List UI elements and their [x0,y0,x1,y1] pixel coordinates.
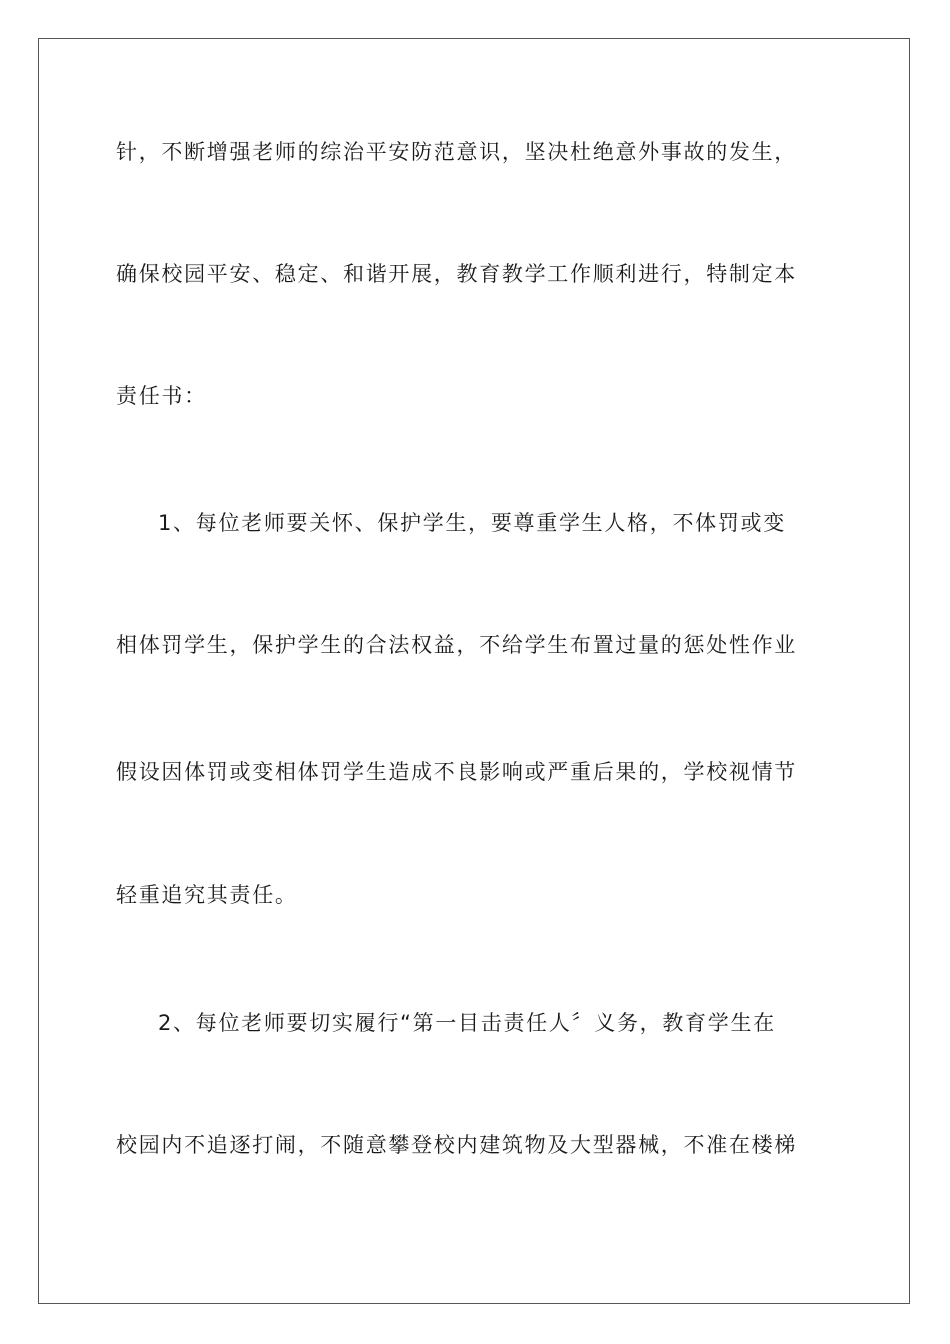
text-line: 确保校园平安、稳定、和谐开展，教育教学工作顺利进行，特制定本 [116,262,797,286]
text-line: 针，不断增强老师的综治平安防范意识，坚决杜绝意外事故的发生， [116,140,797,164]
page-border [38,38,910,1304]
text-line: 责任书： [116,384,207,408]
text-line: 轻重追究其责任。 [116,883,298,907]
text-line: 校园内不追逐打闹，不随意攀登校内建筑物及大型器械，不准在楼梯 [116,1133,797,1157]
paragraph-2-start: 2、每位老师要切实履行“第一目击责任人〞义务，教育学生在 [158,1011,776,1035]
paragraph-1-start: 1、每位老师要关怀、保护学生，要尊重学生人格，不体罚或变 [158,511,786,535]
text-line: 假设因体罚或变相体罚学生造成不良影响或严重后果的，学校视情节 [116,760,797,784]
text-line: 相体罚学生，保护学生的合法权益，不给学生布置过量的惩处性作业 [116,633,797,657]
